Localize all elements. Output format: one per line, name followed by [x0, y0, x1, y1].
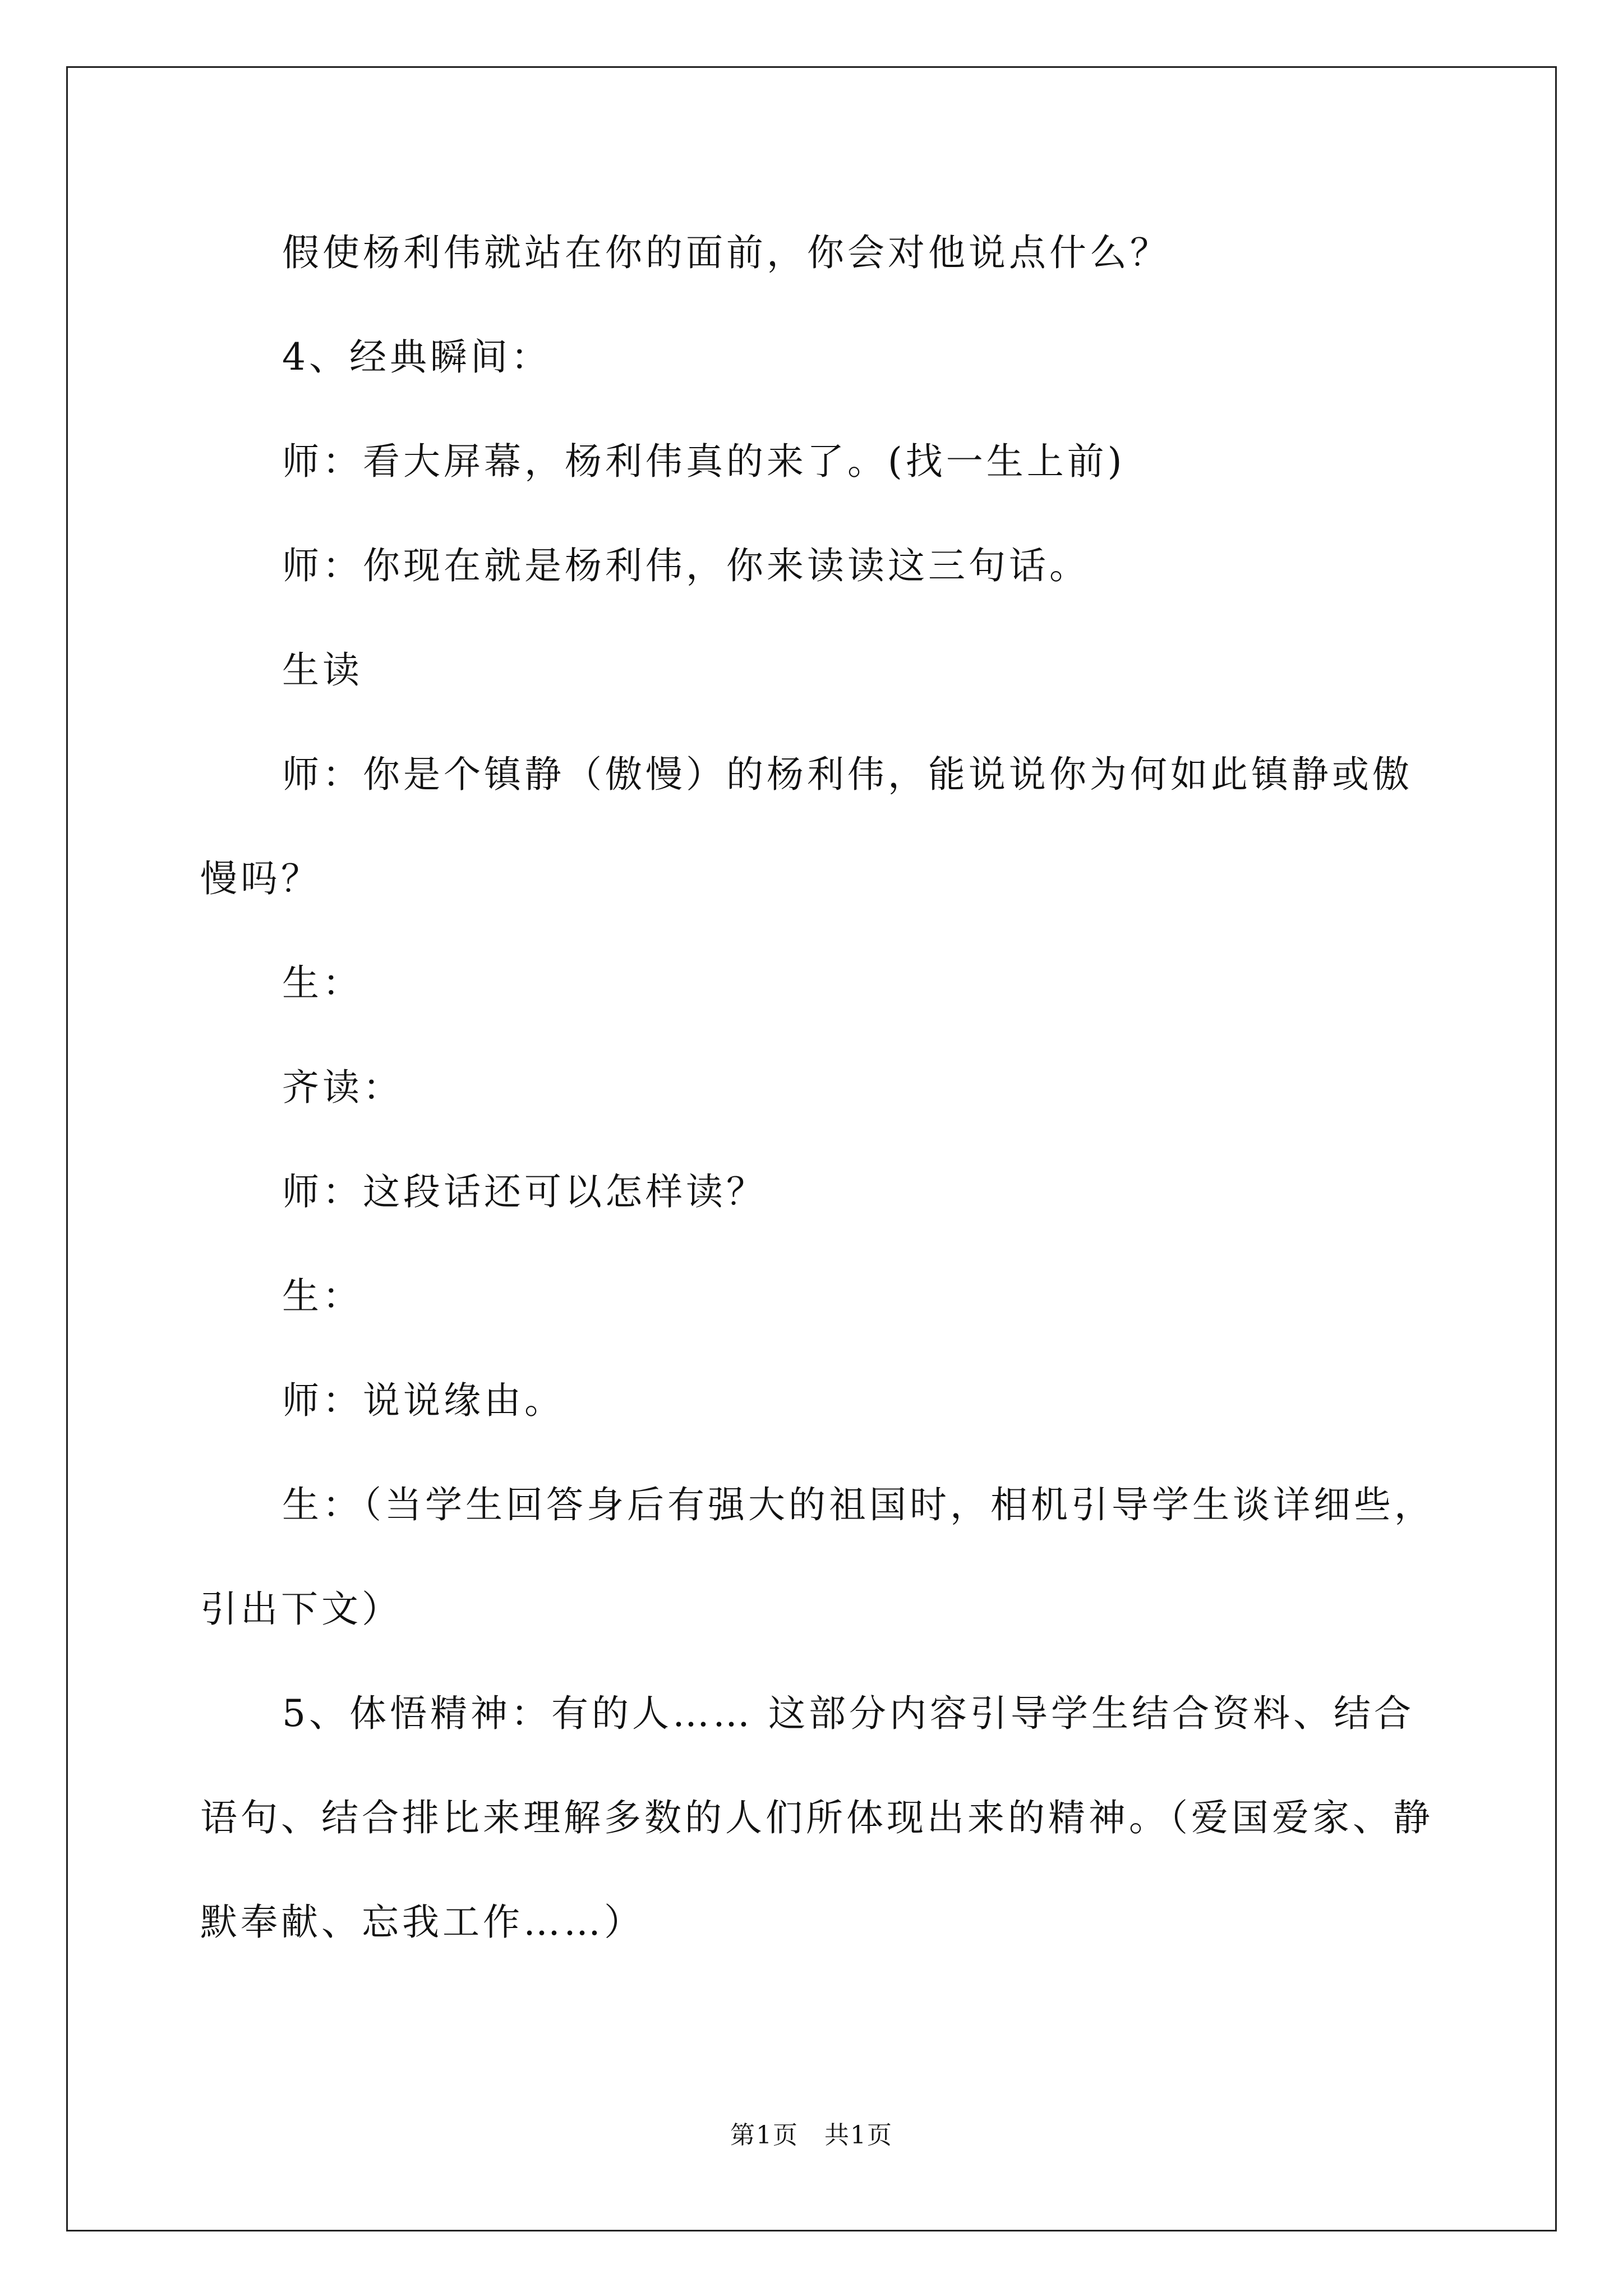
paragraph-line: 齐读： — [282, 1066, 403, 1109]
paragraph-line: 生读 — [282, 648, 363, 692]
paragraph-line: 生：（当学生回答身后有强大的祖国时，相机引导学生谈详细些， — [282, 1483, 1435, 1526]
paragraph — [200, 201, 1468, 305]
paragraph-line: 生： — [282, 961, 363, 1005]
paragraph — [200, 1349, 1468, 1453]
paragraph-line: 师：这段话还可以怎样读？ — [282, 1170, 767, 1213]
paragraph — [200, 723, 1468, 931]
paragraph-line: 假使杨利伟就站在你的面前，你会对他说点什么？ — [282, 231, 1170, 274]
paragraph — [200, 409, 1468, 514]
paragraph — [200, 1140, 1468, 1244]
paragraph — [200, 1036, 1468, 1140]
paragraph-line: 5、体悟精神：有的人…… 这部分内容引导学生结合资料、结合 — [282, 1692, 1414, 1735]
paragraph — [200, 1662, 1468, 1975]
paragraph-line: 语句、结合排比来理解多数的人们所体现出来的精神。（爱国爱家、静 — [200, 1796, 1433, 1839]
paragraph-line: 默奉献、忘我工作……） — [200, 1901, 644, 1944]
paragraph-line: 4、经典瞬间： — [282, 335, 551, 379]
paragraph-line: 生： — [282, 1274, 363, 1318]
paragraph — [200, 1453, 1468, 1662]
paragraph-line: 师：你是个镇静（傲慢）的杨利伟，能说说你为何如此镇静或傲 — [282, 753, 1413, 796]
page-number-footer: 第1页 共1页 — [730, 2121, 893, 2150]
paragraph-line: 师：看大屏幕，杨利伟真的来了。(找一生上前) — [282, 440, 1126, 483]
paragraph-line: 引出下文） — [200, 1588, 402, 1631]
paragraph — [200, 618, 1468, 723]
paragraph — [200, 514, 1468, 618]
paragraph — [200, 305, 1468, 409]
paragraph — [200, 931, 1468, 1036]
paragraph — [200, 1244, 1468, 1349]
paragraph-line: 师：说说缘由。 — [282, 1379, 565, 1422]
paragraph-line: 慢吗？ — [200, 857, 321, 900]
paragraph-line: 师：你现在就是杨利伟，你来读读这三句话。 — [282, 544, 1090, 587]
